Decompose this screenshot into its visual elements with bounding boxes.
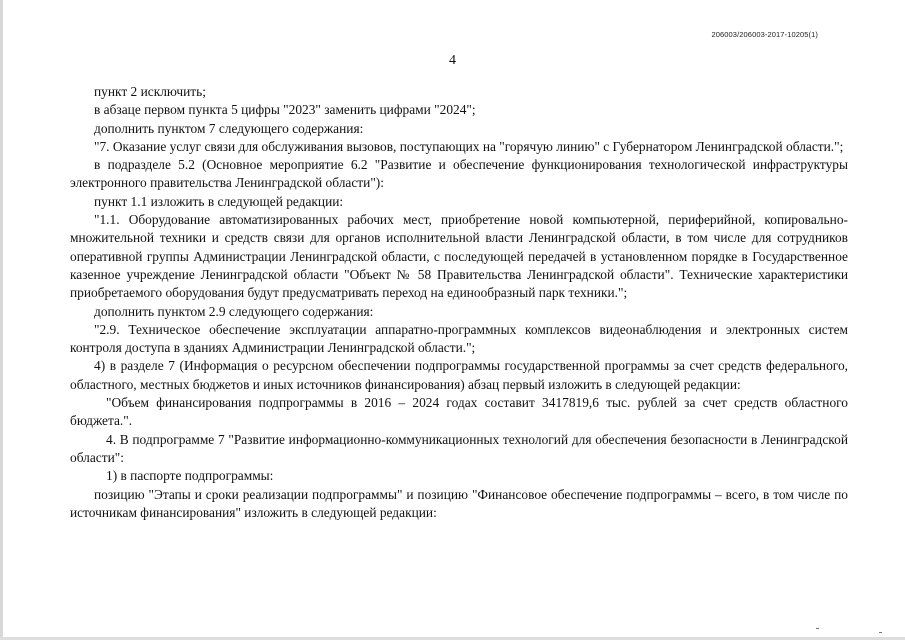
paragraph: дополнить пунктом 2.9 следующего содержания: [94,303,374,319]
paragraph: "1.1. Оборудование автоматизированных рабочих мест, приобретение новой компьютерной, периферийной, копировально-множительной техники и средств связи для органов исполнительной власти Ленинградской области, в том числе для сотрудников оперативной группы Администрации Ленинградской области, с последующей передачей в установленном порядке в Государственное казенное учреждение Ленинградской области "Объект № 58 Правительства Ленинградской области". Технические характеристики приобретаемого оборудования будут предусматривать переход на единообразный парк техники."; [70,212,848,301]
page-number: 4 [449,53,456,68]
paragraph: позицию "Этапы и сроки реализации подпрограммы" и позицию "Финансовое обеспечение подпрограммы – всего, в том числе по источникам финансирования" изложить в следующей редакции: [70,486,848,520]
document-body [70,83,848,522]
paragraph: в подразделе 5.2 (Основное мероприятие 6.2 "Развитие и обеспечение функционирования технологической инфраструктуры электронного правительства Ленинградской области"): [70,157,848,191]
paragraph: в абзаце первом пункта 5 цифры "2023" заменить цифрами "2024"; [94,102,476,118]
scan-speck [816,628,819,629]
paragraph: пункт 1.1 изложить в следующей редакции: [94,193,344,209]
paragraph: "Объем финансирования подпрограммы в 2016 – 2024 годах составит 3417819,6 тыс. рублей за счет средств областного бюджета.". [70,395,848,429]
paragraph: 4. В подпрограмме 7 "Развитие информационно-коммуникационных технологий для обеспечения безопасности в Ленинградской области": [70,431,848,465]
paragraph: дополнить пунктом 7 следующего содержания: [94,120,364,136]
scan-speck [879,632,882,633]
paragraph: 1) в паспорте подпрограммы: [106,468,274,484]
paragraph: "7. Оказание услуг связи для обслуживания вызовов, поступающих на "горячую линию" с Губернатором Ленинградской области."; [94,138,844,154]
scan-edge-left [0,0,3,640]
document-stamp-id: 206003/206003-2017-10205(1) [711,30,818,39]
paragraph: "2.9. Техническое обеспечение эксплуатации аппаратно-программных комплексов видеонаблюдения и электронных систем контроля доступа в зданиях Администрации Ленинградской области."; [70,321,848,356]
paragraph: пункт 2 исключить; [94,84,206,99]
paragraph: 4) в разделе 7 (Информация о ресурсном обеспечении подпрограммы государственной программы за счет средств федерального, областного, местных бюджетов и иных источников финансирования) абзац первый изложить в следующей редакции: [70,358,848,392]
